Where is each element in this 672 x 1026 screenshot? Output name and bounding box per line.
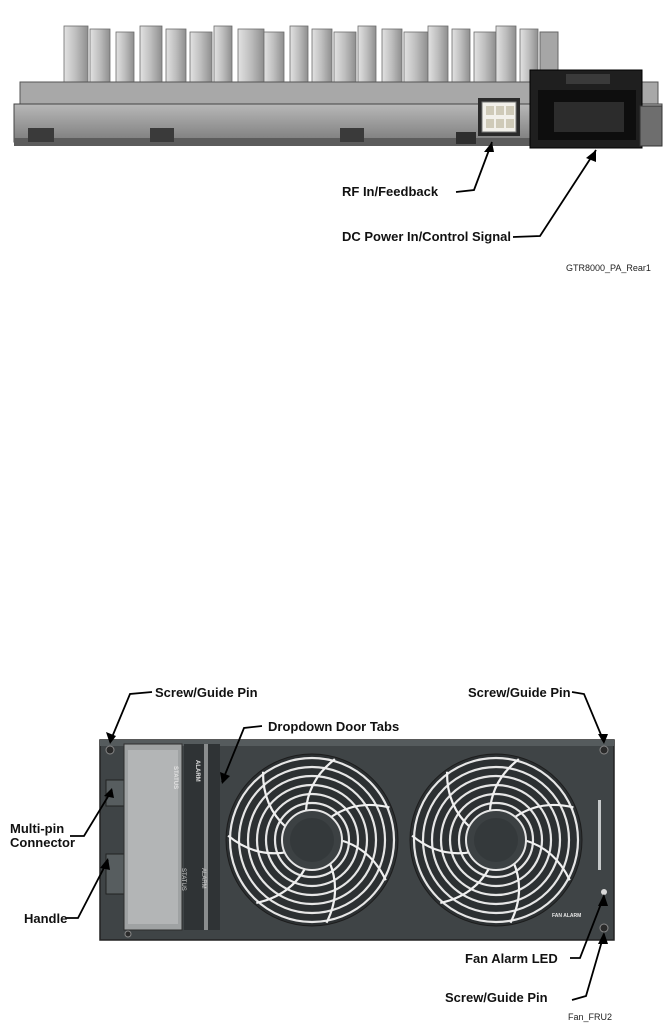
pa-rear-figure [0, 0, 672, 280]
status-alarm-strip [184, 744, 220, 930]
rf-in-feedback-label: RF In/Feedback [342, 184, 439, 199]
heatsink-fin [428, 26, 448, 86]
fan-alarm-led-pipe [598, 800, 601, 870]
door-tab-lower [106, 854, 124, 894]
status-panel-label-bottom: STATUS [180, 868, 186, 891]
alarm-panel-label-bottom: ALARM [200, 868, 206, 889]
heatsink-fin [214, 26, 232, 86]
heatsink-fin [452, 29, 470, 86]
heatsink-fin [312, 29, 332, 86]
dropdown-door-tabs-label: Dropdown Door Tabs [268, 719, 400, 734]
fan-grille-part [474, 818, 518, 862]
screw-guide-pin-top-right-label: Screw/Guide Pin [468, 685, 571, 700]
status-panel-label-top: STATUS [172, 766, 178, 790]
chassis-end-cap [640, 106, 662, 146]
heatsink-fin [64, 26, 88, 86]
dc-callout-arrowhead [586, 150, 596, 162]
pa-rear-illustration [0, 0, 672, 280]
heatsink-fin [238, 29, 264, 86]
mount-tab [456, 132, 476, 144]
figure2-caption: Fan_FRU2 [568, 1012, 613, 1022]
mount-tab [340, 128, 364, 142]
heatsink-fin [358, 26, 376, 86]
mount-tab [150, 128, 174, 142]
fan-grille-part [290, 818, 334, 862]
screw-pin-bottom-right [600, 924, 608, 932]
heatsink-fin [90, 29, 110, 86]
heatsink-fin [140, 26, 162, 86]
fan-fru-figure [0, 670, 672, 1026]
dc-power-connector [530, 70, 642, 148]
heatsink-fin [404, 32, 428, 86]
heatsink-fin [496, 26, 516, 86]
dc-power-control-label: DC Power In/Control Signal [342, 229, 512, 244]
screw-pin-top-right [600, 746, 608, 754]
rf-connector [478, 98, 520, 136]
heatsink-fin [190, 32, 212, 86]
heatsink-fins [64, 26, 558, 86]
heatsink-fin [334, 32, 356, 86]
heatsink-fin [382, 29, 402, 86]
alarm-panel-label-top: ALARM [194, 760, 200, 782]
heatsink-fin [290, 26, 308, 86]
dc-callout-line [513, 150, 596, 237]
handle-label: Handle [24, 911, 68, 926]
heatsink-fin [474, 32, 496, 86]
figure1-caption: GTR8000_PA_Rear1 [566, 263, 651, 273]
fan-alarm-panel-label: FAN ALARM [552, 913, 582, 919]
screw-guide-pin-top-left-label: Screw/Guide Pin [155, 685, 258, 700]
fan-right [410, 754, 582, 926]
screw-pin-top-left [106, 746, 114, 754]
heatsink-fin [264, 32, 284, 86]
screw-guide-pin-bottom-right-label: Screw/Guide Pin [445, 990, 548, 1005]
heatsink-fin [166, 29, 186, 86]
mount-tab [28, 128, 54, 142]
heatsink-fin [116, 32, 134, 86]
fan-left [226, 754, 398, 926]
screw-tl-callout-line [110, 692, 152, 742]
screw-hole-bottom-left [125, 931, 131, 937]
fan-alarm-led-label: Fan Alarm LED [465, 951, 558, 966]
multi-pin-connector-label: Multi-pin Connector [10, 821, 75, 850]
